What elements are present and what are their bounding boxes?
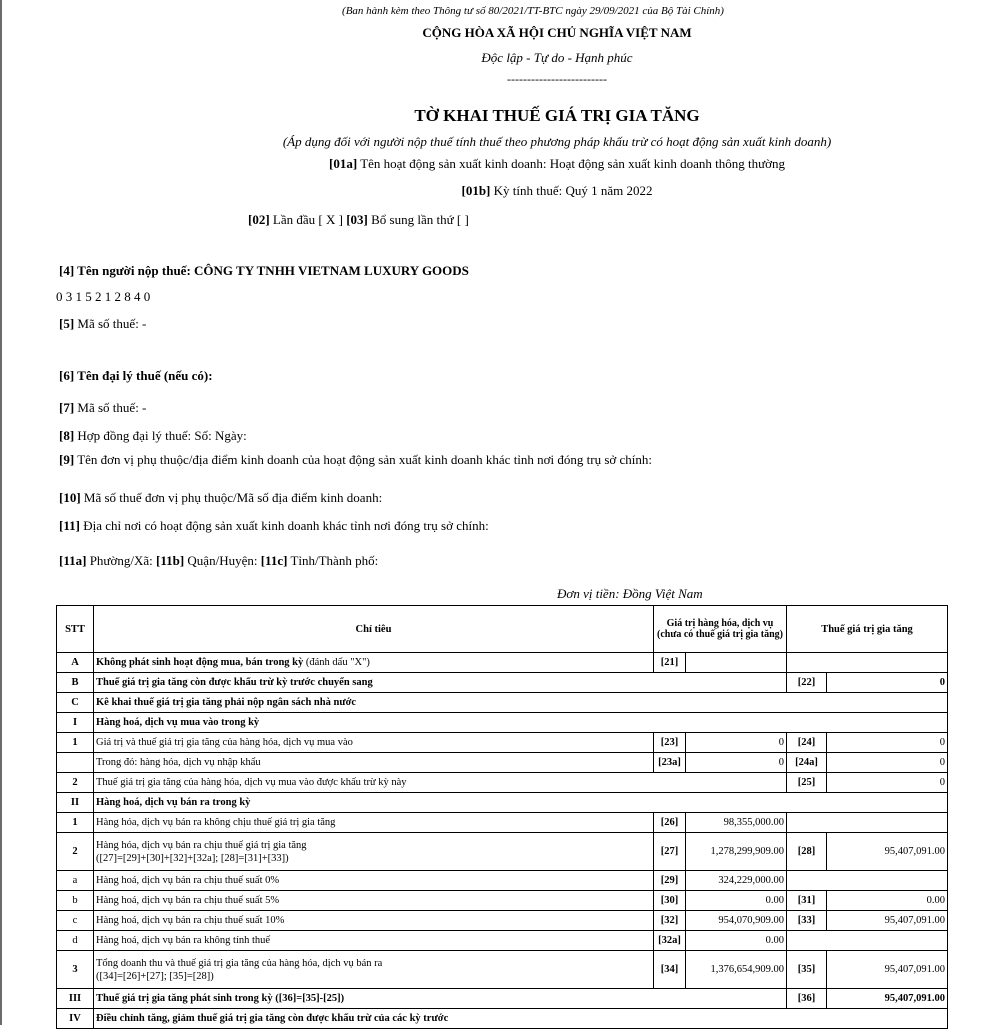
header-stt: STT bbox=[57, 606, 94, 653]
field-10: [10] Mã số thuế đơn vị phụ thuộc/Mã số địa điểm kinh doanh: bbox=[59, 490, 383, 505]
field-01a: [01a] Tên hoạt động sản xuất kinh doanh: Hoạt động sản xuất kinh doanh thông thường bbox=[329, 156, 785, 171]
motto: Độc lập - Tự do - Hạnh phúc bbox=[481, 50, 633, 65]
field-01b: [01b] Kỳ tính thuế: Quý 1 năm 2022 bbox=[461, 183, 653, 198]
field-6: [6] Tên đại lý thuế (nếu có): bbox=[59, 368, 213, 383]
table-row: b Hàng hoá, dịch vụ bán ra chịu thuế suất 5% [30] 0.00 [31] 0.00 bbox=[57, 891, 948, 911]
table-row: A Không phát sinh hoạt động mua, bán trong kỳ (đánh dấu "X") [21] bbox=[57, 653, 948, 673]
table-row: I Hàng hoá, dịch vụ mua vào trong kỳ bbox=[57, 713, 948, 733]
header-value: Giá trị hàng hóa, dịch vụ (chưa có thuế giá trị gia tăng) bbox=[654, 606, 787, 653]
field-11: [11] Địa chỉ nơi có hoạt động sản xuất kinh doanh khác tỉnh nơi đóng trụ sở chính: bbox=[59, 518, 489, 533]
separator: ------------------------- bbox=[507, 72, 607, 86]
table-row: c Hàng hoá, dịch vụ bán ra chịu thuế suất 10% [32] 954,070,909.00 [33] 95,407,091.00 bbox=[57, 911, 948, 931]
table-row: d Hàng hoá, dịch vụ bán ra không tính thuế [32a] 0.00 bbox=[57, 931, 948, 951]
form-subtitle: (Áp dụng đối với người nộp thuế tính thuế theo phương pháp khấu trừ có hoạt động sản xuất kinh doanh) bbox=[282, 134, 832, 149]
field-9: [9] Tên đơn vị phụ thuộc/địa điểm kinh doanh của hoạt động sản xuất kinh doanh khác tỉnh nơi đóng trụ sở chính: bbox=[59, 452, 653, 467]
table-header-row bbox=[57, 606, 948, 653]
table-row: C Kê khai thuế giá trị gia tăng phải nộp ngân sách nhà nước bbox=[57, 693, 948, 713]
table-row: 2 Hàng hóa, dịch vụ bán ra chịu thuế giá trị gia tăng ([27]=[29]+[30]+[32]+[32a]; [28]=[31]+[33]) [27] 1,278,299,909.00 [28] 95,407,091.00 bbox=[57, 833, 948, 871]
page-left-edge bbox=[0, 0, 2, 1025]
table-row: 3 Tổng doanh thu và thuế giá trị gia tăng của hàng hóa, dịch vụ bán ra ([34]=[26]+[27]; [35]=[28]) [34] 1,376,654,909.00 [35] 95,407,091.00 bbox=[57, 951, 948, 989]
table-row: 1 Giá trị và thuế giá trị gia tăng của hàng hóa, dịch vụ mua vào [23] 0 [24] 0 bbox=[57, 733, 948, 753]
country-name: CỘNG HÒA XÃ HỘI CHỦ NGHĨA VIỆT NAM bbox=[422, 25, 692, 40]
field-7: [7] Mã số thuế: - bbox=[59, 400, 147, 415]
table-row: III Thuế giá trị gia tăng phát sinh trong kỳ ([36]=[35]-[25]) [36] 95,407,091.00 bbox=[57, 989, 948, 1009]
currency-unit: Đơn vị tiền: Đồng Việt Nam bbox=[557, 586, 703, 601]
table-row: a Hàng hoá, dịch vụ bán ra chịu thuế suất 0% [29] 324,229,000.00 bbox=[57, 871, 948, 891]
issued-note: (Ban hành kèm theo Thông tư số 80/2021/TT-BTC ngày 29/09/2021 của Bộ Tài Chính) bbox=[342, 5, 724, 17]
table-row: 2 Thuế giá trị gia tăng của hàng hóa, dịch vụ mua vào được khấu trừ kỳ này [25] 0 bbox=[57, 773, 948, 793]
table-row: B Thuế giá trị gia tăng còn được khấu trừ kỳ trước chuyển sang [22] 0 bbox=[57, 673, 948, 693]
header-vat: Thuế giá trị gia tăng bbox=[787, 606, 948, 653]
table-row: Trong đó: hàng hóa, dịch vụ nhập khẩu [23a] 0 [24a] 0 bbox=[57, 753, 948, 773]
field-02-03: [02] Lần đầu [ X ] [03] Bổ sung lần thứ [ ] bbox=[248, 212, 469, 227]
header-chitieu: Chỉ tiêu bbox=[94, 606, 654, 653]
taxpayer-name: [4] Tên người nộp thuế: CÔNG TY TNHH VIETNAM LUXURY GOODS bbox=[59, 263, 469, 278]
vat-table bbox=[56, 605, 948, 1029]
taxpayer-tax-id: 0 3 1 5 2 1 2 8 4 0 bbox=[56, 289, 151, 304]
field-8: [8] Hợp đồng đại lý thuế: Số: Ngày: bbox=[59, 428, 247, 443]
field-11abc: [11a] Phường/Xã: [11b] Quận/Huyện: [11c] Tỉnh/Thành phố: bbox=[59, 553, 379, 568]
field-5: [5] Mã số thuế: - bbox=[59, 316, 147, 331]
form-title: TỜ KHAI THUẾ GIÁ TRỊ GIA TĂNG bbox=[414, 106, 700, 125]
table-row: II Hàng hoá, dịch vụ bán ra trong kỳ bbox=[57, 793, 948, 813]
table-row: 1 Hàng hóa, dịch vụ bán ra không chịu thuế giá trị gia tăng [26] 98,355,000.00 bbox=[57, 813, 948, 833]
table-row: IV Điều chỉnh tăng, giảm thuế giá trị gia tăng còn được khấu trừ của các kỳ trước bbox=[57, 1009, 948, 1029]
